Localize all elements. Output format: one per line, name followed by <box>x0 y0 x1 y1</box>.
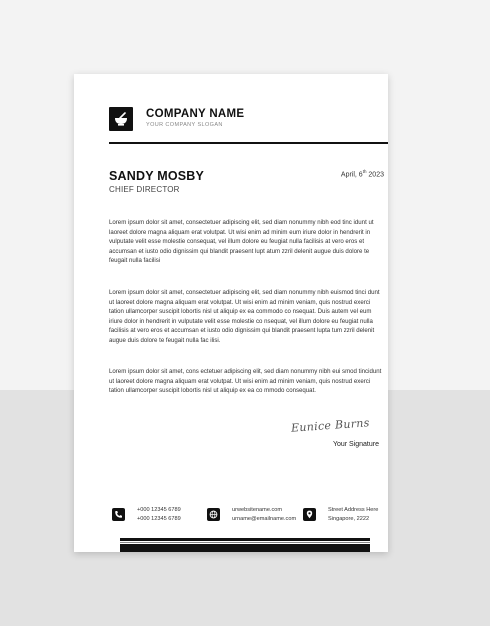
sender-title: CHIEF DIRECTOR <box>109 185 180 194</box>
contact-web <box>232 506 296 523</box>
letter-date <box>332 169 384 178</box>
email-text: urname@emailname.com <box>232 515 297 522</box>
address-line-1: Street Address Here <box>328 507 379 513</box>
body-paragraph: Lorem ipsum dolor sit amet, cons ectetuer adipiscing elit, sed diam nonummy nibh eui smod tincidunt ut laoreet dolore magna aliquam erat volutpat. Ut wisi enim ad minim veniam, quis nostrud exerci tation ullamcorper suscipit lobortis nisl ut aliquip ex ea co mmodo consequat. <box>109 368 382 395</box>
company-logo-icon <box>109 107 133 131</box>
header-divider <box>109 142 388 144</box>
phone-line-1: +000 12345 6789 <box>137 507 181 513</box>
handwritten-signature: Eunice Burns <box>290 416 370 435</box>
phone-line-2: +000 12345 6789 <box>137 515 181 522</box>
sender-name: SANDY MOSBY <box>109 169 205 183</box>
letterhead-page <box>74 74 388 552</box>
date-month-day: April, 6 <box>340 171 363 179</box>
contact-address <box>328 506 378 523</box>
footer-stripes <box>120 538 370 552</box>
company-slogan: YOUR COMPANY SLOGAN <box>146 122 223 128</box>
phone-icon <box>112 508 125 521</box>
contact-phone <box>137 506 181 523</box>
date-year: 2023 <box>366 171 384 179</box>
globe-icon <box>207 508 220 521</box>
body-paragraph: Lorem ipsum dolor sit amet, consectetuer adipiscing elit, sed diam nonummy nibh euismod tinci dunt ut laoreet dolore magna aliquam erat volutpat. Ut wisi enim ad minim veniam, quis nostrud exerci tation ullamcorper suscipit lobortis nisl ut aliquip ex ea commodo co nsequat. Duis autem vel eum iriure dolor in hendrerit in vulputate velit esse molestie co nsequat, vel illum dolore eu feugiat nulla facilisis at vero eros et accumsan et iusto odio dignissim qui blandit praesent lupta tum zzril delenit augue duis dolore te feugait nulla fac ilisi. <box>109 289 380 344</box>
website-text: urwebsitename.com <box>232 507 283 513</box>
location-pin-icon <box>303 508 316 521</box>
company-name: COMPANY NAME <box>146 108 245 120</box>
date-suffix: th <box>362 169 367 174</box>
signature-label: Your Signature <box>332 441 379 448</box>
body-paragraph: Lorem ipsum dolor sit amet, consectetuer adipiscing elit, sed diam nonummy nibh eod tinc idunt ut laoreet dolore magna aliquam erat volutpat. Ut wisi enim ad minim eum iriure dolor in hendrerit in vulputate velit esse molestie consequat, vel illum dolore eu feugiat nulla facilisis at vero eros et accumsan et iusto odio dignissim qui blandit praesent lupt atum zzril delenit augue duis dolore te feugait nulla facilisi <box>109 219 374 265</box>
address-line-2: Singapore, 2222 <box>328 515 370 522</box>
